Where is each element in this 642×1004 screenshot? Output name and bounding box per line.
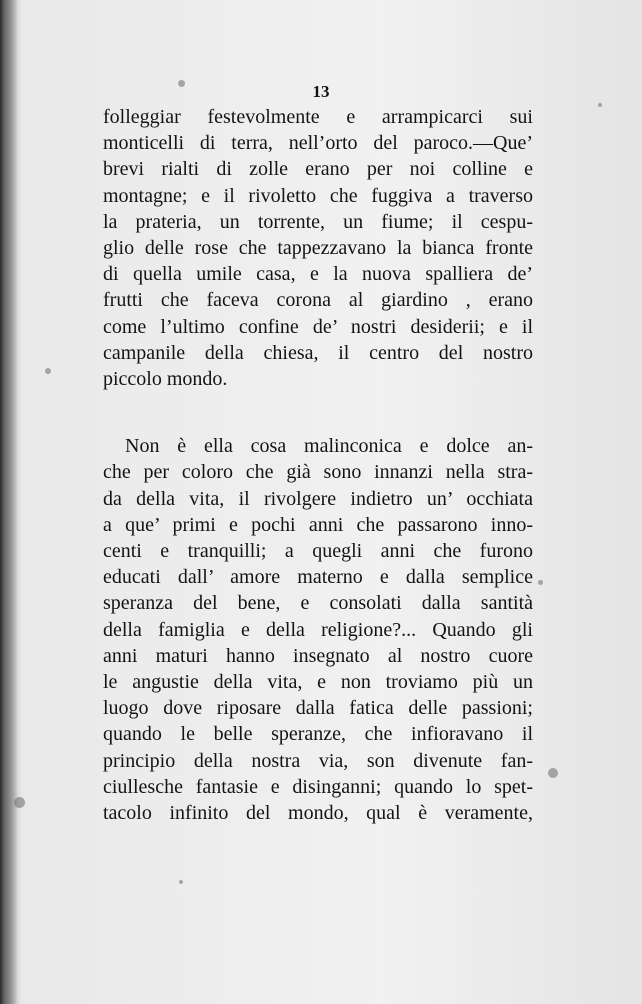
text-line: di quella umile casa, e la nuova spalliera de’	[103, 263, 533, 286]
text-line: brevi rialti di zolle erano per noi colline e	[103, 158, 533, 181]
paper-speck	[45, 368, 51, 374]
page-body-text	[103, 104, 533, 826]
paper-speck	[548, 768, 558, 778]
page-number: 13	[312, 82, 330, 101]
paper-speck	[598, 103, 602, 107]
text-line: speranza del bene, e consolati dalla santità	[103, 592, 533, 615]
text-line: principio della nostra via, son divenute fan-	[103, 749, 533, 772]
paper-speck	[14, 797, 25, 808]
text-line: anni maturi hanno insegnato al nostro cuore	[103, 644, 533, 667]
text-line: educati dall’ amore materno e dalla semplice	[103, 566, 533, 589]
text-line: ciullesche fantasie e disinganni; quando lo spet-	[103, 775, 533, 798]
text-line: della famiglia e della religione?... Quando gli	[103, 618, 533, 641]
text-line: quando le belle speranze, che infioravano il	[103, 723, 533, 746]
paper-speck	[179, 880, 183, 884]
text-line: le angustie della vita, e non troviamo più un	[103, 671, 533, 694]
text-line: glio delle rose che tappezzavano la bianca fronte	[103, 237, 533, 260]
text-line: monticelli di terra, nell’orto del paroco.—Que’	[103, 132, 533, 155]
text-line: a que’ primi e pochi anni che passarono inno-	[103, 513, 533, 536]
text-line: la prateria, un torrente, un fiume; il cespu-	[103, 210, 533, 233]
paragraph-1	[103, 104, 533, 392]
paragraph-2	[103, 433, 533, 826]
paper-speck	[538, 580, 543, 585]
text-line: luogo dove riposare dalla fatica delle passioni;	[103, 697, 533, 720]
text-line: da della vita, il rivolgere indietro un’ occhiata	[103, 487, 533, 510]
binding-shadow	[0, 0, 18, 1004]
text-line: folleggiar festevolmente e arrampicarci sui	[103, 106, 533, 128]
text-line: centi e tranquilli; a quegli anni che furono	[103, 540, 533, 563]
text-line: Non è ella cosa malinconica e dolce an-	[125, 435, 533, 458]
text-line: campanile della chiesa, il centro del nostro	[103, 341, 533, 364]
text-line: frutti che faceva corona al giardino , erano	[103, 289, 533, 312]
text-line: che per coloro che già sono innanzi nella stra-	[103, 461, 533, 484]
text-line: come l’ultimo confine de’ nostri desiderii; e il	[103, 315, 533, 338]
text-line: montagne; e il rivoletto che fuggiva a traverso	[103, 184, 533, 207]
text-line: piccolo mondo.	[103, 368, 228, 391]
text-line: tacolo infinito del mondo, qual è veramente,	[103, 802, 533, 825]
